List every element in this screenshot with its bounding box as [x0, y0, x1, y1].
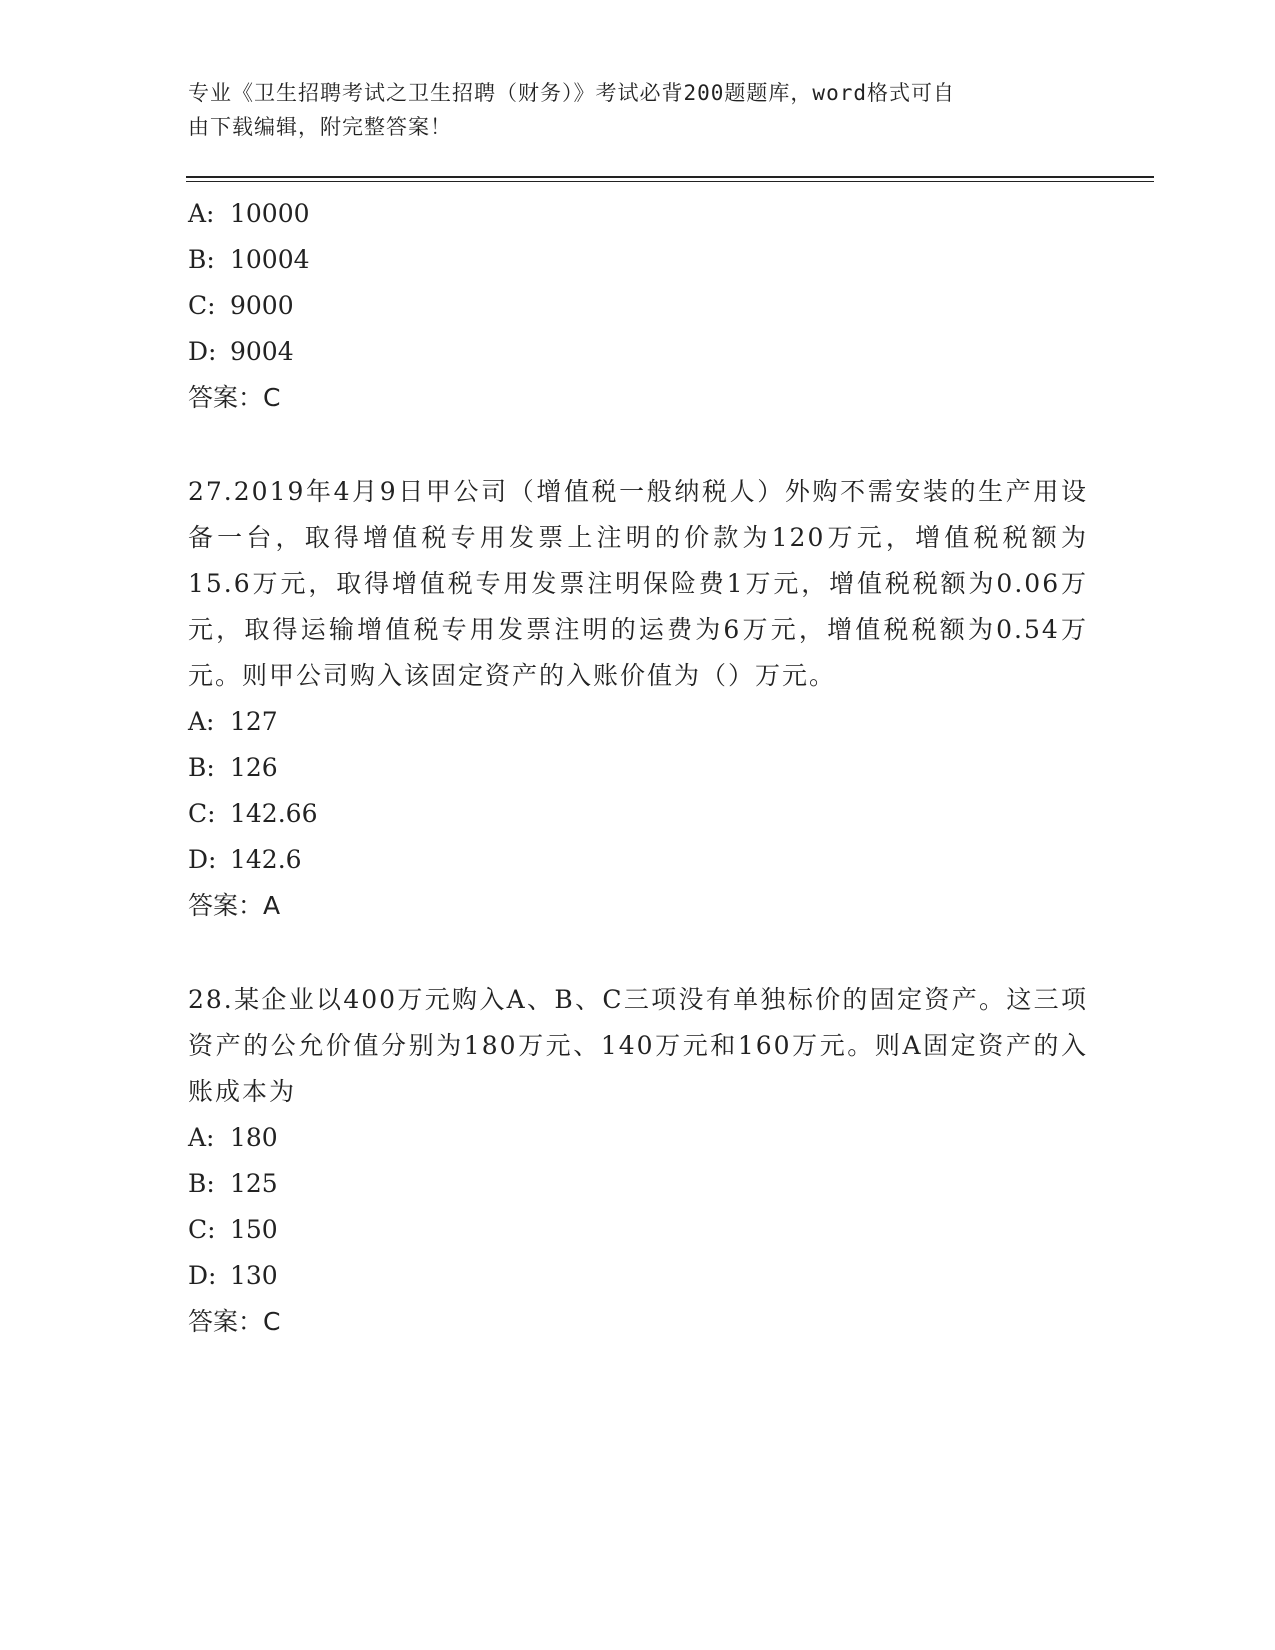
option-c: C: 150	[188, 1215, 278, 1244]
option-a: A: 10000	[188, 199, 310, 228]
option-a: A: 180	[188, 1123, 278, 1152]
option-b: B: 10004	[188, 245, 310, 274]
header-divider-thick	[186, 176, 1154, 178]
header-line-2: 由下载编辑，附完整答案！	[188, 115, 452, 139]
header-divider-thin	[186, 181, 1154, 182]
document-header	[188, 76, 1068, 144]
question-content	[188, 191, 1088, 1345]
option-a: A: 127	[188, 707, 278, 736]
question-text: 28.某企业以400万元购入A、B、C三项没有单独标价的固定资产。这三项资产的公允价值分别为180万元、140万元和160万元。则A固定资产的入账成本为	[188, 985, 1088, 1106]
option-d: D: 130	[188, 1261, 278, 1290]
option-b: B: 125	[188, 1169, 278, 1198]
header-line-1: 专业《卫生招聘考试之卫生招聘（财务）》考试必背200题题库，word格式可自	[188, 81, 955, 105]
option-c: C: 9000	[188, 291, 294, 320]
answer-line: 答案：C	[188, 383, 281, 412]
option-b: B: 126	[188, 753, 278, 782]
option-d: D: 9004	[188, 337, 294, 366]
answer-line: 答案：A	[188, 891, 281, 920]
question-block-28	[188, 977, 1088, 1345]
question-block-26	[188, 191, 1088, 421]
option-c: C: 142.66	[188, 799, 318, 828]
answer-line: 答案：C	[188, 1307, 281, 1336]
option-d: D: 142.6	[188, 845, 302, 874]
question-text: 27.2019年4月9日甲公司（增值税一般纳税人）外购不需安装的生产用设备一台，取得增值税专用发票上注明的价款为120万元，增值税税额为15.6万元，取得增值税专用发票注明保险费1万元，增值税税额为0.06万元，取得运输增值税专用发票注明的运费为6万元，增值税税额为0.54万元。则甲公司购入该固定资产的入账价值为（）万元。	[188, 477, 1088, 690]
question-block-27	[188, 469, 1088, 929]
